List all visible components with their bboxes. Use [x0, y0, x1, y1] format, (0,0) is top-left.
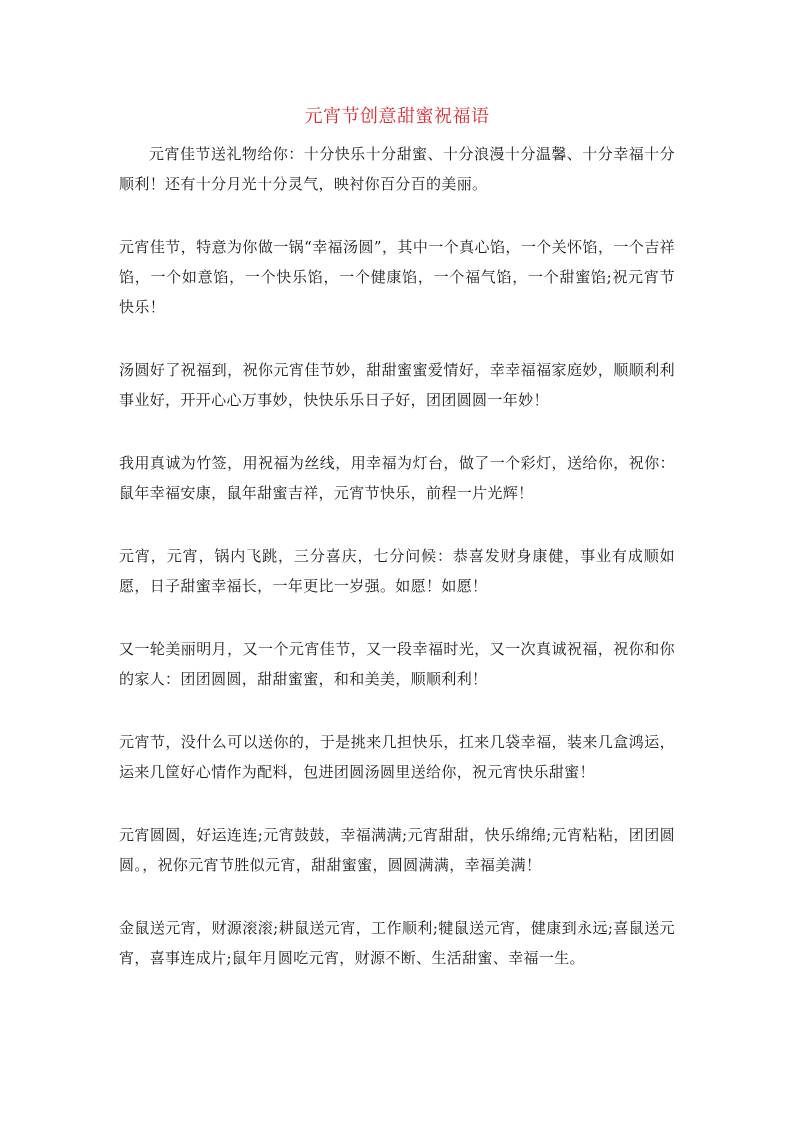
paragraph: 汤圆好了祝福到，祝你元宵佳节妙，甜甜蜜蜜爱情好，幸幸福福家庭妙，顺顺利利事业好，开开心心万事妙，快快乐乐日子好，团团圆圆一年妙！ — [119, 361, 675, 409]
paragraph: 元宵，元宵，锅内飞跳，三分喜庆，七分问候：恭喜发财身康健，事业有成顺如愿，日子甜蜜幸福长，一年更比一岁强。如愿！如愿！ — [119, 547, 675, 595]
paragraph: 又一轮美丽明月，又一个元宵佳节，又一段幸福时光，又一次真诚祝福，祝你和你的家人：团团圆圆，甜甜蜜蜜，和和美美，顺顺利利！ — [119, 640, 675, 688]
paragraph: 元宵节，没什么可以送你的，于是挑来几担快乐，扛来几袋幸福，装来几盒鸿运，运来几筐好心情作为配料，包进团圆汤圆里送给你，祝元宵快乐甜蜜！ — [119, 733, 675, 781]
document-title: 元宵节创意甜蜜祝福语 — [304, 106, 490, 127]
paragraph: 元宵佳节，特意为你做一锅“幸福汤圆”，其中一个真心馅，一个关怀馅，一个吉祥馅，一个如意馅，一个快乐馅，一个健康馅，一个福气馅，一个甜蜜馅;祝元宵节快乐！ — [119, 238, 675, 316]
paragraph: 金鼠送元宵，财源滚滚;耕鼠送元宵，工作顺利;犍鼠送元宵，健康到永远;喜鼠送元宵，喜事连成片;鼠年月圆吃元宵，财源不断、生活甜蜜、幸福一生。 — [119, 919, 675, 967]
paragraph: 元宵圆圆，好运连连;元宵鼓鼓，幸福满满;元宵甜甜，快乐绵绵;元宵粘粘，团团圆圆。，祝你元宵节胜似元宵，甜甜蜜蜜，圆圆满满，幸福美满！ — [119, 826, 675, 874]
document-body — [119, 139, 675, 973]
paragraph: 元宵佳节送礼物给你：十分快乐十分甜蜜、十分浪漫十分温馨、十分幸福十分顺利！还有十分月光十分灵气，映衬你百分百的美丽。 — [119, 145, 675, 193]
paragraph: 我用真诚为竹签，用祝福为丝线，用幸福为灯台，做了一个彩灯，送给你，祝你：鼠年幸福安康，鼠年甜蜜吉祥，元宵节快乐，前程一片光辉！ — [119, 454, 675, 502]
